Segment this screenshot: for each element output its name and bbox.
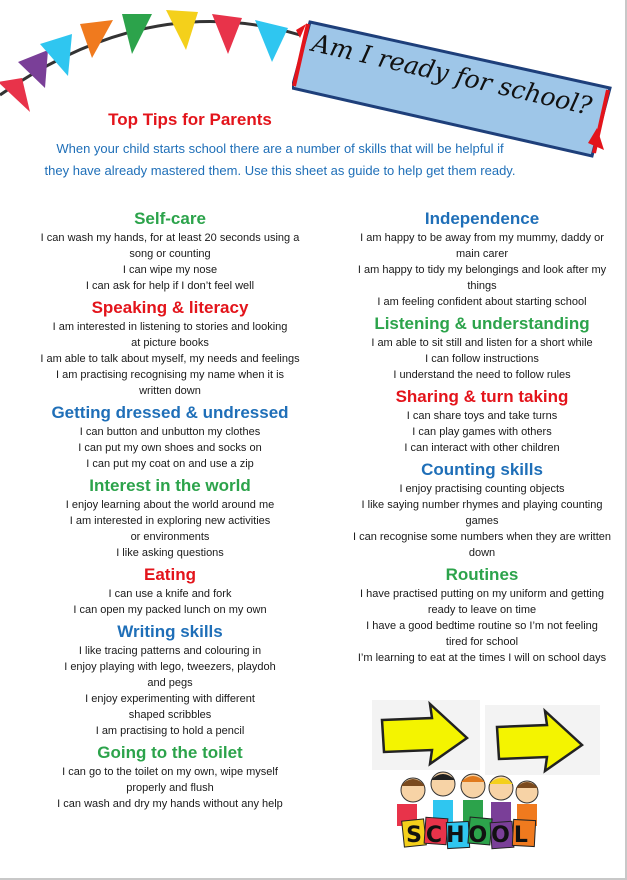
skill-section — [20, 563, 320, 618]
page-title: Am I ready for school? — [309, 28, 595, 121]
skill-line: I enjoy playing with lego, tweezers, playdoh — [64, 661, 276, 673]
skill-line: I enjoy experimenting with different — [85, 693, 255, 705]
skill-line: shaped scribbles — [128, 709, 212, 721]
skill-line: I have a good bedtime routine so I’m not feeling — [366, 620, 598, 632]
skill-line: and pegs — [147, 677, 193, 689]
section-heading: Listening & understanding — [374, 314, 590, 333]
section-heading: Eating — [144, 565, 196, 584]
skill-line: I can wipe my nose — [122, 264, 218, 276]
arrow-panel-left — [372, 700, 480, 770]
skill-line: I am practising recognising my name when it is — [55, 369, 285, 381]
skill-line: I like saying number rhymes and playing counting — [361, 499, 603, 511]
school-sign: SCHOOL — [406, 823, 532, 848]
school-children-icon — [383, 770, 548, 860]
skill-section — [20, 474, 320, 561]
skill-line: I enjoy learning about the world around me — [65, 499, 275, 511]
skill-section — [332, 312, 627, 383]
skill-line: ready to leave on time — [427, 604, 537, 616]
skill-section — [20, 296, 320, 399]
skill-section — [20, 620, 320, 739]
section-heading: Writing skills — [117, 622, 223, 641]
skill-line: things — [467, 280, 497, 292]
tips-title: Top Tips for Parents — [108, 110, 272, 129]
section-heading: Routines — [445, 565, 519, 584]
skill-line: I can put my own shoes and socks on — [78, 442, 262, 454]
skill-line: I can share toys and take turns — [406, 410, 558, 422]
skill-section — [332, 458, 627, 561]
skill-line: I am practising to hold a pencil — [95, 725, 245, 737]
intro-line-1: When your child starts school there are a number of skills that will be helpful if — [56, 141, 504, 156]
skill-line: I can wash and dry my hands without any help — [57, 798, 283, 810]
skill-line: I am interested in exploring new activities — [69, 515, 271, 527]
skill-line: I can go to the toilet on my own, wipe myself — [62, 766, 278, 778]
right-column — [332, 205, 627, 666]
skill-line: I can button and unbutton my clothes — [79, 426, 261, 438]
skill-line: tired for school — [445, 636, 519, 648]
bunting-icon — [0, 0, 320, 120]
skill-line: written down — [139, 385, 201, 397]
skill-line: I can follow instructions — [425, 353, 539, 365]
skill-line: I can recognise some numbers when they are written — [352, 531, 612, 543]
skill-line: I like asking questions — [116, 547, 224, 559]
skill-line: I am able to sit still and listen for a short while — [371, 337, 593, 349]
skill-line: I can interact with other children — [404, 442, 560, 454]
skill-line: I can wash my hands, for at least 20 seconds using a — [40, 232, 300, 244]
skill-line: I am happy to be away from my mummy, daddy or — [360, 232, 604, 244]
section-heading: Going to the toilet — [97, 743, 243, 762]
skill-line: games — [465, 515, 499, 527]
skill-line: I am interested in listening to stories and looking — [52, 321, 288, 333]
section-heading: Speaking & literacy — [91, 298, 249, 317]
skill-line: I am feeling confident about starting school — [377, 296, 587, 308]
skill-section — [332, 563, 627, 666]
skill-section — [332, 207, 627, 310]
skill-line: I have practised putting on my uniform and getting — [360, 588, 604, 600]
skill-line: song or counting — [129, 248, 211, 260]
skill-line: I’m learning to eat at the times I will on school days — [357, 652, 607, 664]
skill-line: I can put my coat on and use a zip — [86, 458, 254, 470]
arrow-panel-right — [485, 705, 600, 775]
skill-section — [20, 207, 320, 294]
left-column — [20, 205, 320, 812]
skill-line: down — [468, 547, 496, 559]
skill-line: or environments — [130, 531, 210, 543]
skill-line: I understand the need to follow rules — [393, 369, 571, 381]
section-heading: Self-care — [134, 209, 206, 228]
skill-line: I can use a knife and fork — [108, 588, 232, 600]
skill-line: main carer — [456, 248, 508, 260]
skill-line: I can ask for help if I don’t feel well — [85, 280, 255, 292]
skill-section — [20, 741, 320, 812]
section-heading: Interest in the world — [89, 476, 251, 495]
skill-line: I like tracing patterns and colouring in — [78, 645, 262, 657]
arrow-right-icon — [372, 700, 480, 770]
section-heading: Getting dressed & undressed — [51, 403, 289, 422]
skill-line: I can play games with others — [412, 426, 552, 438]
section-heading: Counting skills — [421, 460, 543, 479]
section-heading: Independence — [424, 209, 540, 228]
skill-line: I am happy to tidy my belongings and look after my — [357, 264, 607, 276]
skill-line: properly and flush — [126, 782, 214, 794]
skill-line: I enjoy practising counting objects — [399, 483, 565, 495]
skill-section — [20, 401, 320, 472]
skill-section — [332, 385, 627, 456]
arrow-right-icon — [485, 705, 600, 775]
skill-line: I am able to talk about myself, my needs and feelings — [40, 353, 300, 365]
skill-line: I can open my packed lunch on my own — [73, 604, 267, 616]
intro-text — [0, 138, 560, 182]
intro-line-2: they have already mastered them. Use this sheet as guide to help get them ready. — [44, 163, 516, 178]
section-heading: Sharing & turn taking — [395, 387, 569, 406]
skill-line: at picture books — [131, 337, 209, 349]
